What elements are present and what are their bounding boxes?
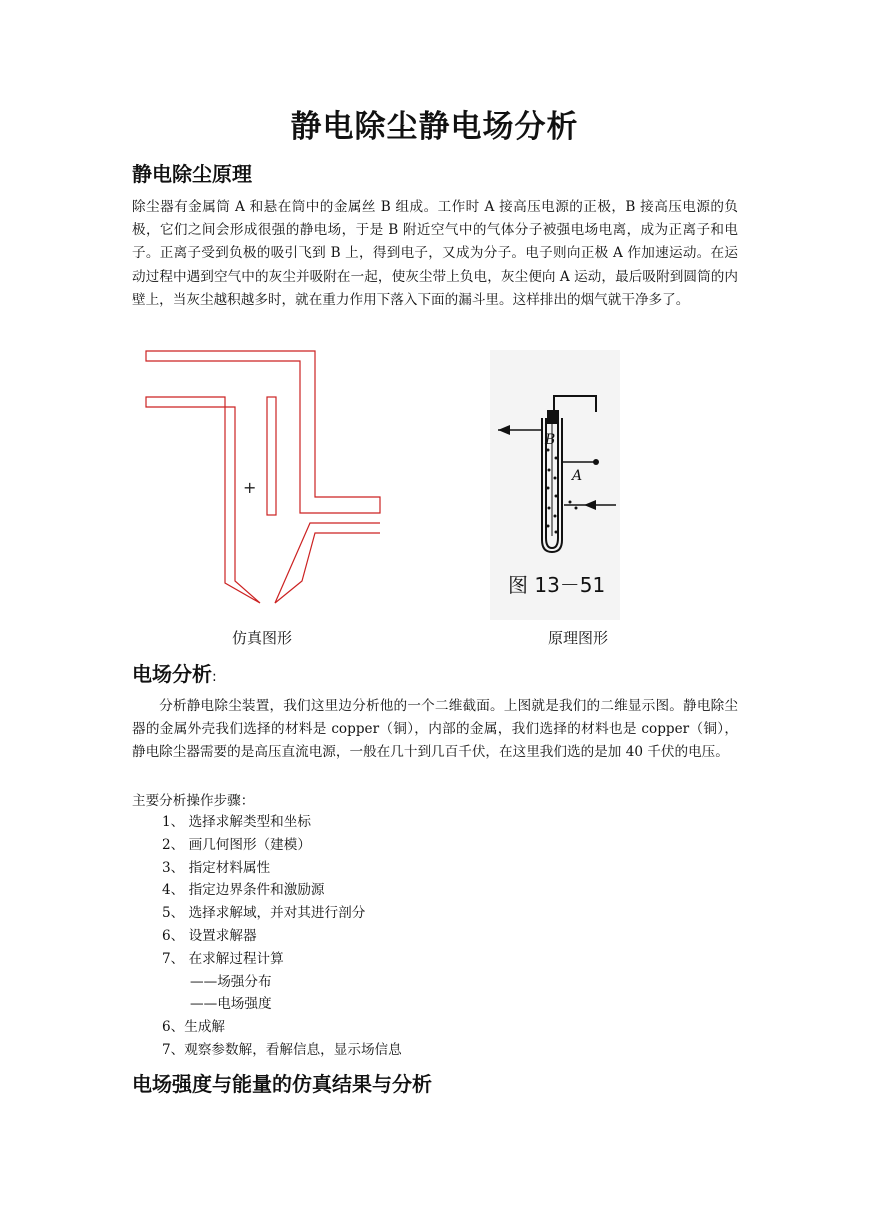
step-item: 4、 指定边界条件和激励源 (162, 882, 325, 899)
step-item: 7、 在求解过程计算 (162, 950, 284, 967)
step-item: 6、 设置求解器 (162, 927, 257, 944)
step-item: 7、观察参数解，看解信息，显示场信息 (162, 1041, 402, 1058)
substep-item: ——场强分布 (190, 973, 272, 990)
hopper-outline (275, 523, 380, 603)
step-item: 2、 画几何图形（建模） (162, 836, 311, 853)
section-heading-results: 电场强度与能量的仿真结果与分析 (132, 1072, 432, 1096)
caption-principle: 原理图形 (547, 629, 608, 647)
analysis-heading-colon: : (212, 669, 217, 685)
label-a: A (572, 468, 583, 484)
outer-shell-outline (146, 351, 380, 513)
label-b: B (545, 432, 556, 448)
substep-item: ——电场强度 (190, 996, 272, 1013)
insulator-block (547, 410, 559, 424)
steps-label: 主要分析操作步骤： (132, 793, 255, 809)
principle-paragraph: 除尘器有金属筒 A 和悬在筒中的金属丝 B 组成。工作时 A 接高压电源的正极，B 接高压电源的负极，它们之间会形成很强的静电场，于是 B 附近空气中的气体分子被强电场电离，成为正离子和电子。正离子受到负极的吸引飞到 B 上，得到电子，又成为分子。电子则向正极 A 作加速运动。在运动过程中遇到空气中的灰尘并吸附在一起，使灰尘带上负电，灰尘便向 A 运动，最后吸附到圆筒的内壁上，当灰尘越积越多时，就在重力作用下落入下面的漏斗里。这样排出的烟气就干净多了。 (132, 199, 738, 308)
section-heading-analysis (132, 660, 217, 691)
step-item: 3、 指定材料属性 (162, 859, 271, 876)
plus-mark: + (243, 478, 257, 497)
figure-number: 图 13－51 (508, 573, 606, 597)
inner-duct-outline (146, 397, 260, 603)
section-heading-principle: 静电除尘原理 (132, 162, 252, 186)
simulation-figure (140, 345, 390, 610)
step-item: 1、 选择求解类型和坐标 (162, 814, 311, 830)
caption-simulation: 仿真图形 (231, 629, 292, 647)
terminal-dot (593, 459, 599, 465)
electrode-outline (267, 397, 276, 515)
step-item: 6、生成解 (162, 1019, 226, 1036)
steps-list (162, 811, 402, 1062)
principle-figure (490, 350, 620, 620)
step-item: 5、 选择求解域，并对其进行剖分 (162, 905, 366, 922)
analysis-paragraph: 分析静电除尘装置，我们这里边分析他的一个二维截面。上图就是我们的二维显示图。静电除尘器的金属外壳我们选择的材料是 copper（铜），内部的金属，我们选择的材料也是 copper（铜），静电除尘器需要的是高压直流电源，一般在几十到几百千伏，在这里我们选的是加 40 千伏的电压。 (132, 698, 738, 761)
analysis-heading-text: 电场分析 (132, 662, 212, 686)
document-title: 静电除尘静电场分析 (290, 109, 579, 145)
